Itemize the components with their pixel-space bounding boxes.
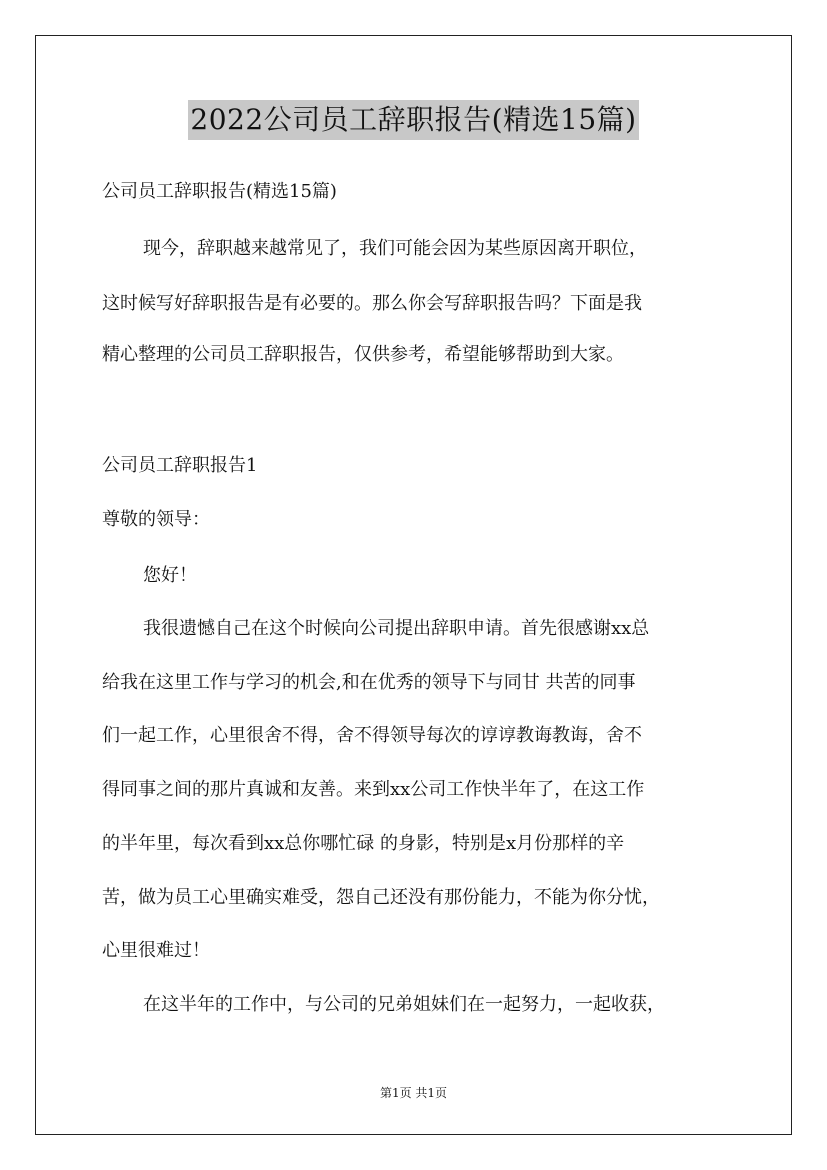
document-title: 2022公司员工辞职报告(精选15篇): [188, 100, 638, 140]
body-line: 在这半年的工作中，与公司的兄弟姐妹们在一起努力，一起收获，: [143, 994, 665, 1015]
body-line: 们一起工作，心里很舍不得，舍不得领导每次的谆谆教诲教诲，舍不: [102, 725, 642, 746]
body-line: 得同事之间的那片真诚和友善。来到xx公司工作快半年了，在这工作: [102, 779, 645, 800]
title-container: [0, 100, 827, 140]
page-footer: 第1页 共1页: [379, 1086, 448, 1100]
intro-line: 现今，辞职越来越常见了，我们可能会因为某些原因离开职位，: [143, 238, 647, 259]
salutation: 尊敬的领导：: [102, 509, 210, 530]
body-line: 苦，做为员工心里确实难受，怨自己还没有那份能力，不能为你分忧，: [102, 887, 660, 908]
body-line: 心里很难过！: [102, 940, 210, 961]
document-subtitle: 公司员工辞职报告(精选15篇): [102, 181, 337, 202]
intro-line: 精心整理的公司员工辞职报告，仅供参考，希望能够帮助到大家。: [102, 344, 624, 365]
body-line: 我很遗憾自己在这个时候向公司提出辞职申请。首先很感谢xx总: [143, 618, 650, 639]
intro-line: 这时候写好辞职报告是有必要的。那么你会写辞职报告吗？下面是我: [102, 293, 642, 314]
body-line: 的半年里，每次看到xx总你哪忙碌 的身影，特别是x月份那样的辛: [102, 833, 625, 854]
section-heading: 公司员工辞职报告1: [102, 455, 258, 476]
body-line: 给我在这里工作与学习的机会,和在优秀的领导下与同甘 共苦的同事: [102, 672, 636, 693]
greeting: 您好！: [143, 565, 197, 586]
